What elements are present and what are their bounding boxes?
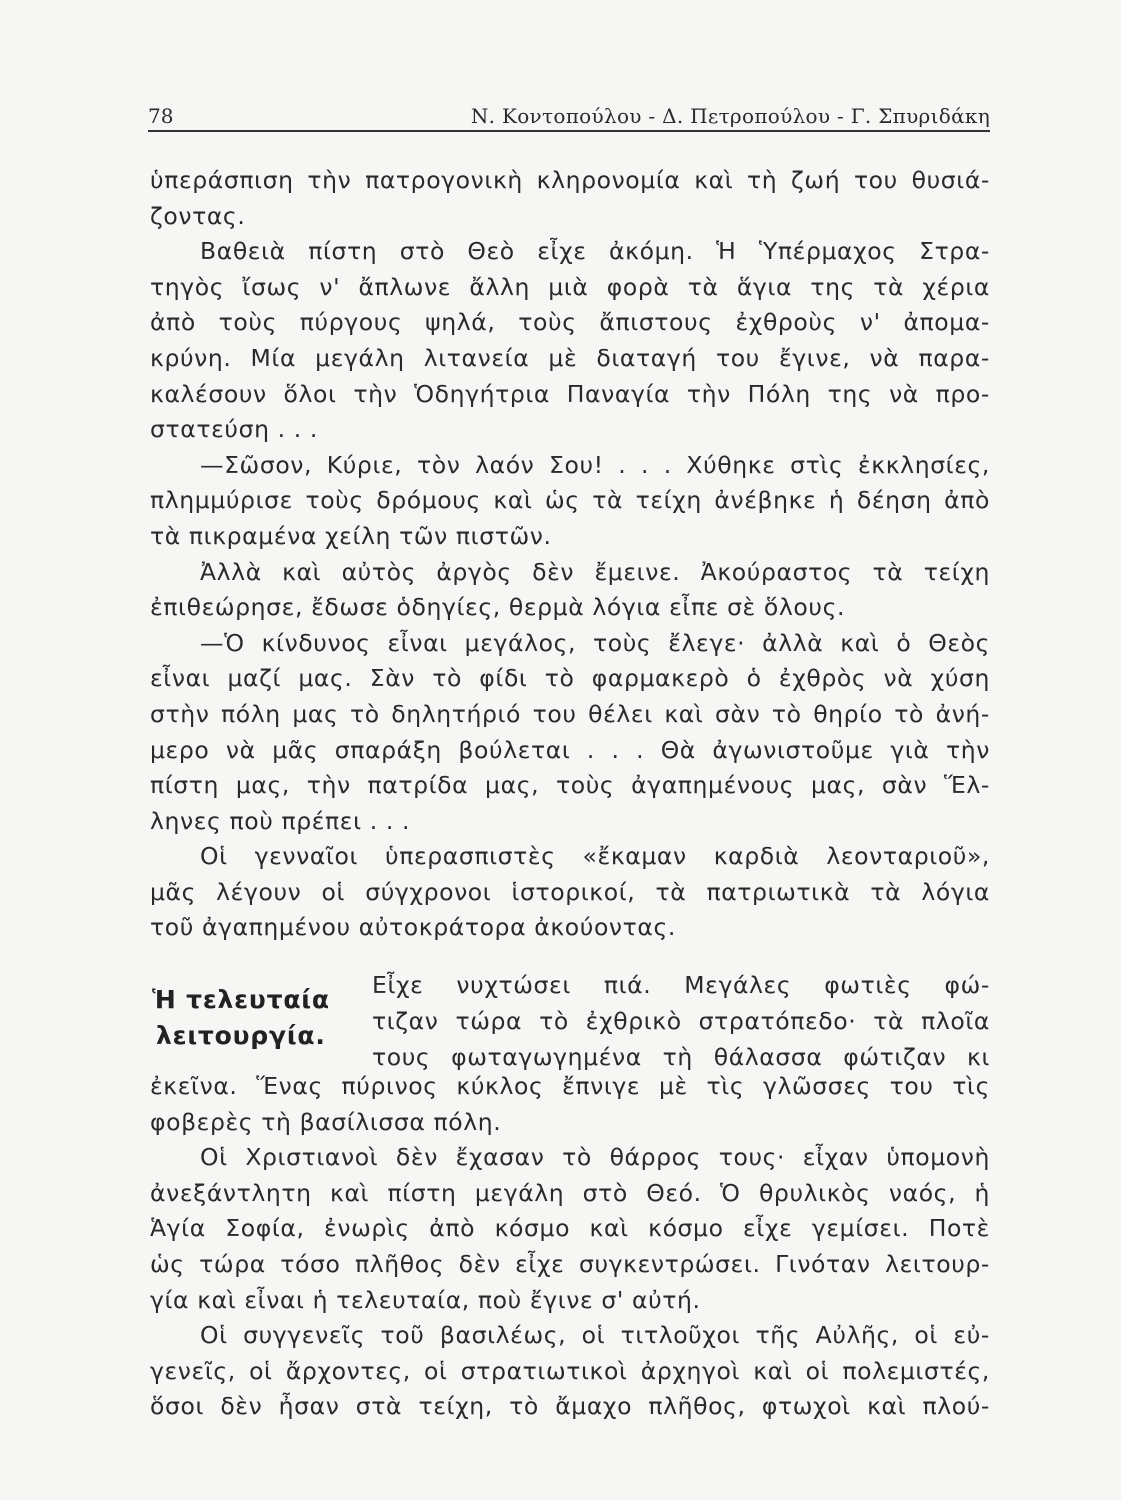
section-heading (150, 982, 365, 1054)
text-line: ὅσοι δὲν ἦσαν στὰ τείχη, τὸ ἄμαχο πλῆθος, φτωχοὶ καὶ πλού- (150, 1392, 990, 1421)
text-line: ἀπὸ τοὺς πύργους ψηλά, τοὺς ἄπιστους ἐχθροὺς ν' ἀπομα- (150, 308, 990, 337)
page-header (148, 98, 990, 132)
section-opening-text (372, 967, 990, 1075)
text-line: Οἱ Χριστιανοὶ δὲν ἔχασαν τὸ θάρρος τους· εἶχαν ὑπομονὴ (200, 1143, 990, 1172)
text-line: Οἱ συγγενεῖς τοῦ βασιλέως, οἱ τιτλοῦχοι τῆς Αὐλῆς, οἱ εὐ- (200, 1321, 990, 1350)
text-line: —Ὁ κίνδυνος εἶναι μεγάλος, τοὺς ἔλεγε· ἀλλὰ καὶ ὁ Θεὸς (200, 628, 990, 657)
text-line: ἐπιθεώρησε, ἔδωσε ὁδηγίες, θερμὰ λόγια εἶπε σὲ ὅλους. (150, 593, 846, 622)
text-line: ληνες ποὺ πρέπει . . . (150, 806, 411, 835)
running-head: Ν. Κοντοπούλου - Δ. Πετροπούλου - Γ. Σπυριδάκη (470, 104, 990, 128)
text-line: τηγὸς ἴσως ν' ἄπλωνε ἄλλη μιὰ φορὰ τὰ ἅγια της τὰ χέρια (150, 272, 990, 301)
body-text-top (150, 163, 990, 946)
text-line: τιζαν τώρα τὸ ἐχθρικὸ στρατόπεδο· τὰ πλοῖα (372, 1007, 990, 1035)
text-line: τὰ πικραμένα χείλη τῶν πιστῶν. (150, 521, 552, 550)
text-line: πίστη μας, τὴν πατρίδα μας, τοὺς ἀγαπημένους μας, σὰν Ἕλ- (150, 771, 990, 800)
text-line: Οἱ γενναῖοι ὑπερασπιστὲς «ἔκαμαν καρδιὰ λεονταριοῦ», (200, 842, 990, 871)
text-line: μᾶς λέγουν οἱ σύγχρονοι ἱστορικοί, τὰ πατριωτικὰ τὰ λόγια (150, 877, 990, 906)
section-heading-line: Ἡ τελευταία (152, 985, 330, 1014)
section-last-liturgy (150, 962, 990, 1072)
text-line: γενεῖς, οἱ ἄρχοντες, οἱ στρατιωτικοὶ ἀρχηγοὶ καὶ οἱ πολεμιστές, (150, 1356, 990, 1385)
text-line: φοβερὲς τὴ βασίλισσα πόλη. (150, 1107, 502, 1136)
text-line: στατεύση . . . (150, 415, 318, 444)
text-line: πλημμύρισε τοὺς δρόμους καὶ ὡς τὰ τείχη ἀνέβηκε ἡ δέηση ἀπὸ (150, 486, 990, 515)
text-line: καλέσουν ὅλοι τὴν Ὁδηγήτρια Παναγία τὴν Πόλη της νὰ προ- (150, 379, 990, 408)
text-line: ὑπεράσπιση τὴν πατρογονικὴ κληρονομία καὶ τὴ ζωή του θυσιά- (150, 166, 990, 194)
body-text-bottom (150, 1069, 990, 1425)
text-line: τους φωταγωγημένα τὴ θάλασσα φώτιζαν κι (372, 1043, 990, 1071)
text-line: Εἶχε νυχτώσει πιά. Μεγάλες φωτιὲς φώ- (372, 971, 990, 999)
text-line: εἶναι μαζί μας. Σὰν τὸ φίδι τὸ φαρμακερὸ ὁ ἐχθρὸς νὰ χύση (150, 664, 990, 693)
text-line: ὡς τώρα τόσο πλῆθος δὲν εἶχε συγκεντρώσει. Γινόταν λειτουρ- (150, 1249, 990, 1278)
text-line: ἀνεξάντλητη καὶ πίστη μεγάλη στὸ Θεό. Ὁ θρυλικὸς ναός, ἡ (150, 1178, 990, 1207)
text-line: —Σῶσον, Κύριε, τὸν λαόν Σου! . . . Χύθηκε στὶς ἐκκλησίες, (200, 450, 990, 479)
text-line: Βαθειὰ πίστη στὸ Θεὸ εἶχε ἀκόμη. Ἡ Ὑπέρμαχος Στρα- (200, 237, 990, 266)
text-line: Ἀλλὰ καὶ αὐτὸς ἀργὸς δὲν ἔμεινε. Ἀκούραστος τὰ τείχη (200, 557, 990, 586)
text-line: κρύνη. Μία μεγάλη λιτανεία μὲ διαταγή του ἔγινε, νὰ παρα- (150, 343, 990, 372)
text-line: γία καὶ εἶναι ἡ τελευταία, ποὺ ἔγινε σ' αὐτή. (150, 1285, 701, 1314)
text-line: μερο νὰ μᾶς σπαράξη βούλεται . . . Θὰ ἀγωνιστοῦμε γιὰ τὴν (150, 735, 990, 764)
text-line: Ἁγία Σοφία, ἐνωρὶς ἀπὸ κόσμο καὶ κόσμο εἶχε γεμίσει. Ποτὲ (150, 1214, 990, 1243)
text-line: τοῦ ἀγαπημένου αὐτοκράτορα ἀκούοντας. (150, 913, 676, 942)
text-line: στὴν πόλη μας τὸ δηλητήριό του θέλει καὶ σὰν τὸ θηρίο τὸ ἀνή- (150, 699, 990, 728)
text-line: ζοντας. (150, 201, 246, 230)
page-number: 78 (148, 104, 174, 128)
text-line: ἐκεῖνα. Ἕνας πύρινος κύκλος ἔπνιγε μὲ τὶς γλῶσσες του τὶς (150, 1072, 990, 1100)
header-rule (148, 130, 990, 132)
section-heading-line: λειτουργία. (156, 1021, 326, 1050)
